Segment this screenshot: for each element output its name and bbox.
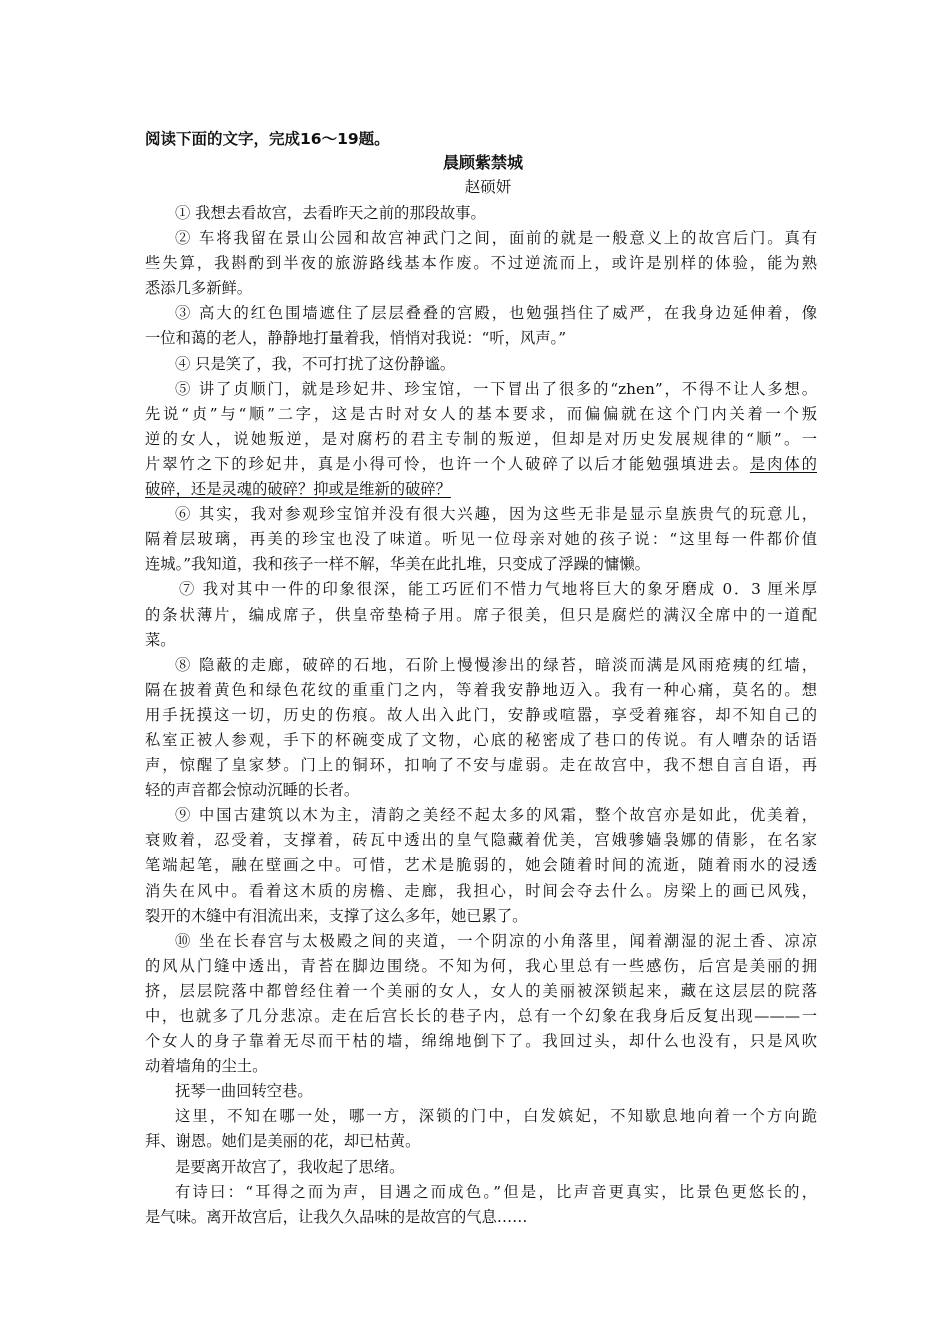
text-line <box>145 477 817 502</box>
paragraph-3 <box>145 301 817 351</box>
paragraph-6 <box>145 502 817 577</box>
underlined-text: 是肉体的 <box>749 454 817 473</box>
text-line: 个女人的身子靠着无尽而干枯的墙，绵绵地倒下了。我回过头，却什么也没有，只是风吹 <box>145 1032 817 1051</box>
text-line: 菜。 <box>145 630 176 649</box>
text-line: 悉添几多新鲜。 <box>145 279 253 298</box>
text-line: 是气味。离开故宫后，让我久久品味的是故宫的气息…… <box>145 1207 528 1226</box>
text-line: ③ 高大的红色围墙遮住了层层叠叠的宫殿，也勉强挡住了威严，在我身边延伸着，像 <box>175 304 817 323</box>
text-line: ⑩ 坐在长春宫与太极殿之间的夹道，一个阴凉的小角落里，闻着潮湿的泥土香、凉凉 <box>175 931 817 950</box>
text-line: 些失算，我斟酌到半夜的旅游路线基本作废。不过逆流而上，或许是别样的体验，能为熟 <box>145 254 817 273</box>
text-line: 动着墙角的尘土。 <box>145 1057 268 1076</box>
paragraph-8 <box>145 653 817 804</box>
text-line: 逆的女人，说她叛逆，是对腐朽的君主专制的叛逆，但却是对历史发展规律的“顺”。一 <box>145 429 817 448</box>
paragraph-4 <box>145 352 817 377</box>
text-line: 这里，不知在哪一处，哪一方，深锁的门中，白发嫔妃，不知歇息地向着一个方向跪 <box>175 1107 817 1126</box>
paragraph-11 <box>145 1079 817 1104</box>
paragraph-2 <box>145 226 817 301</box>
text-line: ① 我想去看故宫，去看昨天之前的那段故事。 <box>175 204 486 222</box>
text-line: 隔在披着黄色和绿色花纹的重重门之内，等着我安静地迈入。我有一种心痛，莫名的。想 <box>145 680 817 699</box>
text-line: 私室正被人参观，手下的杯碗变成了文物，心底的秘密成了巷口的传说。有人嘈杂的话语 <box>145 730 817 749</box>
text-line: 一位和蔼的老人，静静地打量着我，悄悄对我说：“听，风声。” <box>145 329 567 348</box>
text-line: 用手抚摸这一切，历史的伤痕。故人出入此门，安静或喧嚣，享受着雍容，却不知自己的 <box>145 705 817 724</box>
text-line: ⑤ 讲了贞顺门，就是珍妃井、珍宝馆，一下冒出了很多的“zhen”，不得不让人多想。 <box>175 379 817 398</box>
paragraph-5 <box>145 377 817 502</box>
text-line: 连城。”我知道，我和孩子一样不解，华美在此扎堆，只变成了浮躁的慵懒。 <box>145 555 650 574</box>
text-line-mixed <box>145 452 817 477</box>
paragraph-14 <box>145 1180 817 1230</box>
text-line: ⑧ 隐蔽的走廊，破碎的石地，石阶上慢慢渗出的绿苔，暗淡而满是风雨疮痍的红墙， <box>175 655 817 674</box>
paragraph-12 <box>145 1104 817 1154</box>
text-line: 笔端起笔，融在壁画之中。可惜，艺术是脆弱的，她会随着时间的流逝，随着雨水的浸透 <box>145 856 817 875</box>
paragraph-9 <box>145 803 817 928</box>
text-line: 的条状薄片，编成席子，供皇帝垫椅子用。席子很美，但只是腐烂的满汉全席中的一道配 <box>145 605 817 624</box>
underlined-text: 破碎，还是灵魂的破碎？抑或是维新的破碎？ <box>145 480 451 499</box>
question-instruction: 阅读下面的文字，完成16～19题。 <box>145 130 390 148</box>
text-line: 衰败着，忍受着，支撑着，砖瓦中透出的皇气隐藏着优美，宫娥骖嫱袅娜的倩影，在名家 <box>145 831 817 850</box>
document-page <box>145 127 817 1230</box>
text-line: 抚琴一曲回转空巷。 <box>175 1082 313 1101</box>
text-line: 声，惊醒了皇家梦。门上的铜环，扣响了不安与虚弱。走在故宫中，我不想自言自语，再 <box>145 756 817 775</box>
text-line: 有诗曰：“耳得之而为声，目遇之而成色。”但是，比声音更真实，比景色更悠长的， <box>175 1182 817 1201</box>
plain-text: 片翠竹之下的珍妃井，真是小得可怜，也许一个人破碎了以后才能勉强填进去。 <box>145 454 750 473</box>
text-line: ④ 只是笑了，我，不可打扰了这份静谧。 <box>175 354 456 373</box>
article-title: 晨顾紫禁城 <box>442 153 523 172</box>
text-line: 是要离开故宫了，我收起了思绪。 <box>175 1157 405 1176</box>
text-line: 裂开的木缝中有泪流出来，支撑了这么多年，她已累了。 <box>145 906 528 925</box>
text-line: 轻的声音都会惊动沉睡的长者。 <box>145 781 360 800</box>
paragraph-1 <box>145 201 817 226</box>
article-author: 赵硕妍 <box>464 178 512 196</box>
paragraph-13 <box>145 1155 817 1180</box>
text-line: 中，也就多了几分悲凉。走在后宫长长的巷子内，总有一个幻象在我身后反复出现———一 <box>145 1007 817 1025</box>
text-line: 拜、谢恩。她们是美丽的花，却已枯黄。 <box>145 1132 421 1151</box>
text-line: ② 车将我留在景山公园和故宫神武门之间，面前的就是一般意义上的故宫后门。真有 <box>175 229 817 248</box>
paragraph-7 <box>145 577 817 652</box>
paragraph-10 <box>145 929 817 1080</box>
text-line: 先说“贞”与“顺”二字，这是古时对女人的基本要求，而偏偏就在这个门内关着一个叛 <box>145 404 817 423</box>
text-line: 消失在风中。看着这木质的房檐、走廊，我担心，时间会夺去什么。房梁上的画已风残， <box>145 881 817 900</box>
text-line: ⑦ 我对其中一件的印象很深，能工巧匠们不惜力气地将巨大的象牙磨成 0．3 厘米厚 <box>179 580 817 599</box>
text-line: ⑥ 其实，我对参观珍宝馆并没有很大兴趣，因为这些无非是显示皇族贵气的玩意儿， <box>175 505 817 524</box>
text-line: 隔着层玻璃，再美的珍宝也没了味道。听见一位母亲对她的孩子说：“这里每一件都价值 <box>145 530 817 549</box>
text-line: 的风从门缝中透出，青苔在脚边围绕。不知为何，我心里总有一些感伤，后宫是美丽的拥 <box>145 956 817 975</box>
text-line: 挤，层层院落中都曾经住着一个美丽的女人，女人的美丽被深锁起来，藏在这层层的院落 <box>145 981 817 1000</box>
text-line: ⑨ 中国古建筑以木为主，清韵之美经不起太多的风霜，整个故宫亦是如此，优美着， <box>175 806 817 825</box>
